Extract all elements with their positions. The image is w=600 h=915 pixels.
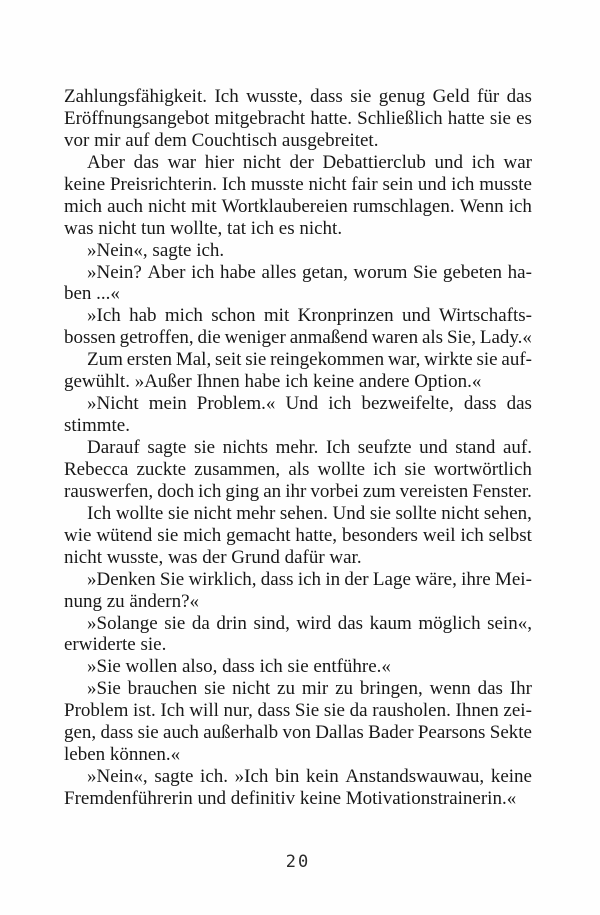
- word: für: [477, 86, 500, 107]
- word: drin: [216, 612, 247, 634]
- word: Rebecca: [64, 458, 129, 480]
- word: zu: [335, 678, 354, 700]
- word: besonders: [341, 524, 418, 546]
- word: seit: [215, 349, 242, 371]
- word: Ich: [160, 700, 185, 722]
- word: Zum: [87, 349, 123, 371]
- word: war: [503, 151, 532, 173]
- word: in: [325, 568, 341, 590]
- word: mir: [301, 678, 329, 700]
- paragraph: [64, 503, 532, 569]
- text-line: [64, 174, 532, 196]
- word: nicht: [193, 502, 232, 524]
- word: weil: [422, 524, 456, 546]
- word: sie: [245, 349, 267, 371]
- word: gebeten: [442, 261, 502, 283]
- text-line: [64, 678, 532, 700]
- word: wütend: [96, 524, 153, 546]
- paragraph: [64, 86, 532, 152]
- word: da: [191, 612, 210, 634]
- word: ihre: [461, 568, 491, 590]
- word: ich: [198, 480, 222, 502]
- word: und: [419, 437, 448, 458]
- word: fair: [351, 173, 378, 195]
- word: anmaßend: [289, 327, 368, 349]
- word: ich: [508, 195, 532, 217]
- word: das: [506, 393, 532, 415]
- word: ich: [460, 524, 484, 546]
- word: Sekte: [489, 722, 532, 744]
- word: »Ich: [87, 305, 121, 327]
- word: Ich: [325, 437, 351, 458]
- word: Anstandswauwau,: [345, 766, 485, 788]
- word: wird: [296, 612, 332, 634]
- word: alles: [261, 261, 297, 283]
- word: zum: [362, 480, 396, 502]
- word: war: [167, 151, 197, 173]
- word: sie: [404, 458, 426, 480]
- word: hier: [204, 151, 235, 173]
- word: ihr: [285, 480, 307, 502]
- word: ich: [191, 261, 215, 283]
- word: worum: [353, 261, 408, 283]
- text-line: [64, 459, 532, 481]
- word: und: [434, 151, 463, 173]
- paragraph: [64, 569, 532, 613]
- word: Wortklaubereien: [221, 195, 348, 217]
- word: »Nein«,: [87, 766, 148, 788]
- word: vereisten: [399, 480, 469, 502]
- paragraph: [64, 613, 532, 657]
- word: Ich: [87, 502, 112, 524]
- word: ich: [373, 458, 397, 480]
- text-line: [64, 327, 532, 349]
- word: getan,: [301, 261, 348, 283]
- word: kein: [306, 766, 339, 788]
- word: sie: [167, 502, 190, 524]
- word: auf-: [501, 349, 532, 371]
- word: Und: [285, 393, 319, 415]
- word: mehr.: [275, 437, 319, 458]
- word: mich: [64, 195, 102, 217]
- word: das: [133, 151, 159, 173]
- word: mein: [148, 393, 187, 415]
- paragraph: [64, 437, 532, 503]
- word: wirkte: [424, 349, 473, 371]
- word: ha-: [507, 261, 532, 283]
- word: Problem: [64, 700, 129, 722]
- word: Ihr: [509, 678, 532, 700]
- word: auch: [163, 722, 199, 744]
- word: sein«,: [487, 612, 532, 634]
- word: Geld: [432, 86, 470, 107]
- word: das: [506, 86, 532, 107]
- paragraph: [64, 152, 532, 240]
- text-line: [64, 569, 532, 591]
- word: an: [263, 480, 282, 502]
- text-line: [64, 305, 532, 327]
- word: schon: [211, 305, 256, 327]
- word: »Nicht: [87, 393, 139, 415]
- page-number: 20: [285, 852, 311, 872]
- word: waren: [371, 327, 419, 349]
- word: brauchen: [127, 678, 198, 700]
- word: gemacht: [226, 524, 291, 546]
- word: dass: [463, 393, 497, 415]
- word: das: [337, 612, 364, 634]
- word: zuckte: [136, 458, 187, 480]
- word: hatte: [447, 107, 485, 129]
- word: musste: [250, 173, 304, 195]
- text-line: [64, 481, 532, 503]
- word: hatte.: [310, 107, 353, 129]
- word: außerhalb: [203, 722, 279, 744]
- word: ich.: [200, 766, 229, 788]
- word: ich: [328, 393, 352, 415]
- word: sie: [164, 612, 186, 634]
- word: nur,: [223, 700, 253, 722]
- paragraph: [64, 349, 532, 393]
- word: sagte: [147, 437, 187, 458]
- word: Sie: [413, 261, 438, 283]
- text-line: [64, 503, 532, 525]
- word: Problem.«: [196, 393, 276, 415]
- text-line: [64, 525, 532, 547]
- text-line: [64, 86, 532, 108]
- word: ersten: [126, 349, 173, 371]
- word: zusammen,: [194, 458, 281, 480]
- word: nicht: [441, 502, 480, 524]
- word: Fenster.: [472, 480, 532, 502]
- word: es: [516, 107, 532, 129]
- word: selbst: [488, 524, 532, 546]
- word: reingekommen: [270, 349, 385, 371]
- word: wenn: [429, 678, 471, 700]
- text-line: ben ...«: [64, 283, 120, 305]
- word: bin: [275, 766, 300, 788]
- text-line: nung zu ändern?«: [64, 590, 200, 612]
- word: ich: [297, 568, 322, 590]
- word: bossen: [64, 327, 116, 349]
- word: Ich: [214, 86, 239, 107]
- word: »Solange: [87, 612, 158, 634]
- word: Debattierclub: [322, 151, 426, 173]
- word: Sie,: [446, 327, 476, 349]
- text-line: [64, 766, 532, 788]
- text-line: erwiderte sie.: [64, 634, 167, 656]
- word: als: [288, 458, 310, 480]
- word: sie: [369, 502, 391, 524]
- word: mich: [183, 524, 222, 546]
- word: Preisrichterin.: [109, 173, 218, 195]
- text-line: [64, 349, 532, 371]
- word: rauswerfen,: [64, 480, 154, 502]
- word: Eröffnungsangebot: [64, 107, 210, 129]
- word: Bader: [368, 722, 414, 744]
- text-line: vor mir auf dem Couchtisch ausgebreitet.: [64, 129, 379, 151]
- word: wirklich,: [188, 568, 257, 590]
- text-line: [64, 196, 532, 218]
- text-line: nicht wusste, was der Grund dafür war.: [64, 546, 362, 568]
- word: mitgebracht: [214, 107, 306, 129]
- text-line: »Sie wollen also, dass ich sie entführe.«: [87, 656, 391, 678]
- word: nichts: [222, 437, 269, 458]
- word: zei-: [503, 700, 532, 722]
- text-line: stimmte.: [64, 415, 130, 437]
- word: ging: [225, 480, 260, 502]
- text-line: [64, 722, 532, 744]
- word: »Nein?: [87, 261, 142, 283]
- word: nicht: [232, 678, 271, 700]
- paragraph: [64, 305, 532, 349]
- word: als: [421, 327, 444, 349]
- word: hatte,: [295, 524, 338, 546]
- word: »Denken: [87, 568, 156, 590]
- word: gen,: [64, 722, 97, 744]
- word: hab: [129, 305, 157, 327]
- word: möglich: [418, 612, 481, 634]
- text-line: [64, 437, 532, 459]
- word: von: [282, 722, 311, 744]
- word: sein: [382, 173, 414, 195]
- word: mit: [263, 305, 290, 327]
- word: und: [417, 173, 447, 195]
- word: wollte: [317, 458, 366, 480]
- word: sie: [350, 86, 372, 107]
- word: Lage: [372, 568, 411, 590]
- text-line: [64, 152, 532, 174]
- word: der: [344, 568, 369, 590]
- word: sagte: [154, 766, 194, 788]
- word: nicht: [242, 151, 281, 173]
- word: sie: [204, 678, 226, 700]
- word: genug: [378, 86, 426, 107]
- word: sehen,: [483, 502, 532, 524]
- word: dass: [310, 86, 343, 107]
- word: der: [289, 151, 314, 173]
- word: will: [189, 700, 219, 722]
- word: Mei-: [494, 568, 532, 590]
- word: keine: [490, 766, 532, 788]
- word: Pearsons: [417, 722, 486, 744]
- word: habe: [220, 261, 256, 283]
- word: mit: [191, 195, 217, 217]
- word: vorbei: [310, 480, 359, 502]
- word: dass: [257, 700, 291, 722]
- word: sollte: [395, 502, 437, 524]
- word: Mal,: [175, 349, 212, 371]
- word: und: [401, 305, 431, 327]
- word: seufzte: [357, 437, 412, 458]
- word: Kronprinzen: [297, 305, 394, 327]
- text-line: [64, 393, 532, 415]
- word: stand: [455, 437, 496, 458]
- word: ist.: [133, 700, 156, 722]
- word: sehen.: [279, 502, 328, 524]
- paragraph: [64, 766, 532, 810]
- word: da: [349, 700, 368, 722]
- word: auf.: [502, 437, 532, 458]
- word: weniger: [224, 327, 286, 349]
- word: bringen,: [359, 678, 423, 700]
- word: wusste,: [246, 86, 303, 107]
- word: bezweifelte,: [361, 393, 454, 415]
- word: ich: [451, 173, 475, 195]
- word: war,: [387, 349, 421, 371]
- word: Sie: [159, 568, 185, 590]
- paragraph: [64, 678, 532, 766]
- word: wie: [64, 524, 92, 546]
- word: Schließlich: [357, 107, 443, 129]
- word: nicht: [308, 173, 347, 195]
- text-line: was nicht tun wollte, tat ich es nicht.: [64, 217, 343, 239]
- word: kaum: [369, 612, 412, 634]
- paragraph: [64, 656, 532, 678]
- word: keine: [64, 173, 106, 195]
- text-line: Fremdenführerin und definitiv keine Motivationstrainerin.«: [64, 788, 517, 809]
- word: rumschlagen.: [352, 195, 455, 217]
- word: rausholen.: [372, 700, 451, 722]
- word: getroffen,: [119, 327, 194, 349]
- paragraph: [64, 262, 532, 306]
- word: das: [477, 678, 503, 700]
- text-line: [64, 700, 532, 722]
- word: musste: [479, 173, 532, 195]
- word: sind,: [253, 612, 290, 634]
- text-line: leben können.«: [64, 744, 181, 766]
- word: die: [197, 327, 221, 349]
- word: Und: [332, 502, 366, 524]
- word: zu: [277, 678, 295, 700]
- word: mich: [164, 305, 203, 327]
- word: sie: [489, 107, 511, 129]
- word: Lady.«: [479, 327, 532, 349]
- word: Dallas: [315, 722, 364, 744]
- word: Aber: [87, 151, 125, 173]
- paragraph: [64, 393, 532, 437]
- text-line: »Nein«, sagte ich.: [87, 239, 225, 261]
- word: sie: [137, 722, 159, 744]
- word: sie: [476, 349, 498, 371]
- word: doch: [157, 480, 195, 502]
- text-line: [64, 613, 532, 635]
- word: »Ich: [234, 766, 269, 788]
- word: Wenn: [459, 195, 504, 217]
- page-text: [64, 86, 532, 810]
- word: auch: [107, 195, 143, 217]
- word: Sie: [294, 700, 320, 722]
- word: Aber: [147, 261, 186, 283]
- word: Wirtschafts-: [438, 305, 532, 327]
- paragraph: [64, 240, 532, 262]
- word: Darauf: [87, 437, 140, 458]
- word: wollte: [115, 502, 164, 524]
- word: dass: [260, 568, 294, 590]
- word: Zahlungsfähigkeit.: [64, 86, 207, 107]
- word: Ihnen: [455, 700, 499, 722]
- word: wortwörtlich: [433, 458, 532, 480]
- word: mehr: [236, 502, 276, 524]
- text-line: gewühlt. »Außer Ihnen habe ich keine andere Option.«: [64, 371, 482, 393]
- word: dass: [100, 722, 134, 744]
- word: sie: [323, 700, 345, 722]
- word: »Sie: [87, 678, 121, 700]
- word: wäre,: [415, 568, 457, 590]
- word: sie: [157, 524, 179, 546]
- word: sie: [193, 437, 216, 458]
- word: nicht: [148, 195, 187, 217]
- text-line: [64, 262, 532, 284]
- text-line: [64, 108, 532, 130]
- word: Ich: [221, 173, 247, 195]
- word: ich: [471, 151, 495, 173]
